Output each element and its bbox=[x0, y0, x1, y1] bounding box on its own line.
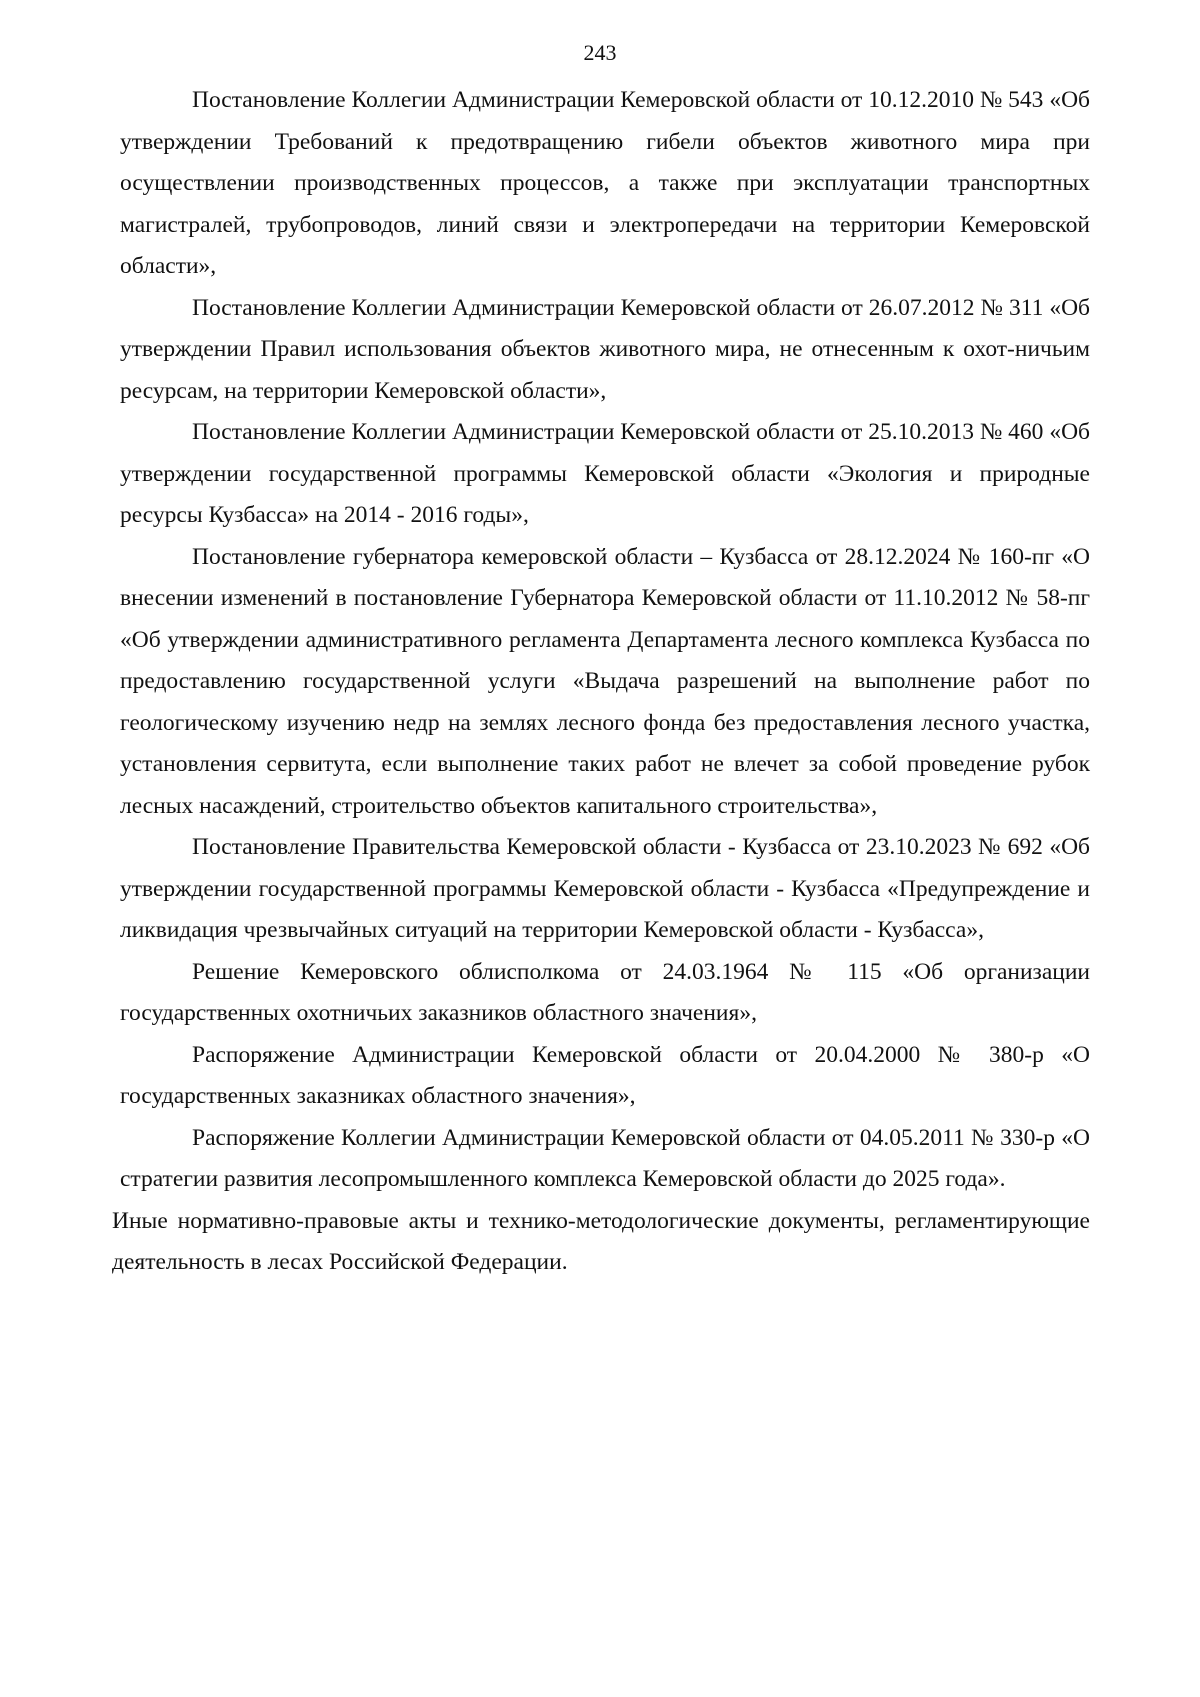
paragraph-decree-692: Постановление Правительства Кемеровской области - Кузбасса от 23.10.2023 № 692 «Об утверждении государственной программы Кемеровской области - Кузбасса «Предупреждение и ликвидация чрезвычайных ситуаций на территории Кемеровской области - Кузбасса», bbox=[120, 834, 1090, 943]
paragraph-decision-115: Решение Кемеровского облисполкома от 24.03.1964 № 115 «Об организации государственных охотничьих заказников областного значения», bbox=[120, 958, 1090, 1026]
paragraph-decree-160-pg: Постановление губернатора кемеровской области – Кузбасса от 28.12.2024 № 160-пг «О внесении изменений в постановление Губернатора Кемеровской области от 11.10.2012 № 58-пг «Об утверждении административного регламента Департамента лесного комплекса Кузбасса по предоставлению государственной услуги «Выдача разрешений на выполнение работ по геологическому изучению недр на землях лесного фонда без предоставления лесного участка, установления сервитута, если выполнение таких работ не влечет за собой проведение рубок лесных насаждений, строительство объектов капитального строительства», bbox=[120, 543, 1090, 819]
paragraph-decree-311: Постановление Коллегии Администрации Кемеровской области от 26.07.2012 № 311 «Об утверждении Правил использования объектов животного мира, не отнесенным к охот-ничьим ресурсам, на территории Кемеровской области», bbox=[120, 294, 1090, 404]
paragraph-order-330-r: Распоряжение Коллегии Администрации Кемеровской области от 04.05.2011 № 330-р «О стратегии развития лесопромышленного комплекса Кемеровской области до 2025 года». bbox=[120, 1124, 1090, 1192]
paragraph-other-acts: Иные нормативно-правовые акты и технико-методологические документы, регламентирующие деятельность в лесах Российской Федерации. bbox=[112, 1207, 1090, 1275]
document-body bbox=[112, 80, 1090, 1284]
paragraph-decree-460: Постановление Коллегии Администрации Кемеровской области от 25.10.2013 № 460 «Об утверждении государственной программы Кемеровской области «Экология и природные ресурсы Кузбасса» на 2014 - 2016 годы», bbox=[120, 419, 1090, 528]
page-number: 243 bbox=[583, 40, 617, 65]
paragraph-decree-543: Постановление Коллегии Администрации Кемеровской области от 10.12.2010 № 543 «Об утверждении Требований к предотвращению гибели объектов животного мира при осуществлении производственных процессов, а также при эксплуатации транспортных магистралей, трубопроводов, линий связи и электропередачи на территории Кемеровской области», bbox=[120, 87, 1090, 279]
paragraph-order-380-r: Распоряжение Администрации Кемеровской области от 20.04.2000 № 380-р «О государственных заказниках областного значения», bbox=[120, 1041, 1090, 1109]
